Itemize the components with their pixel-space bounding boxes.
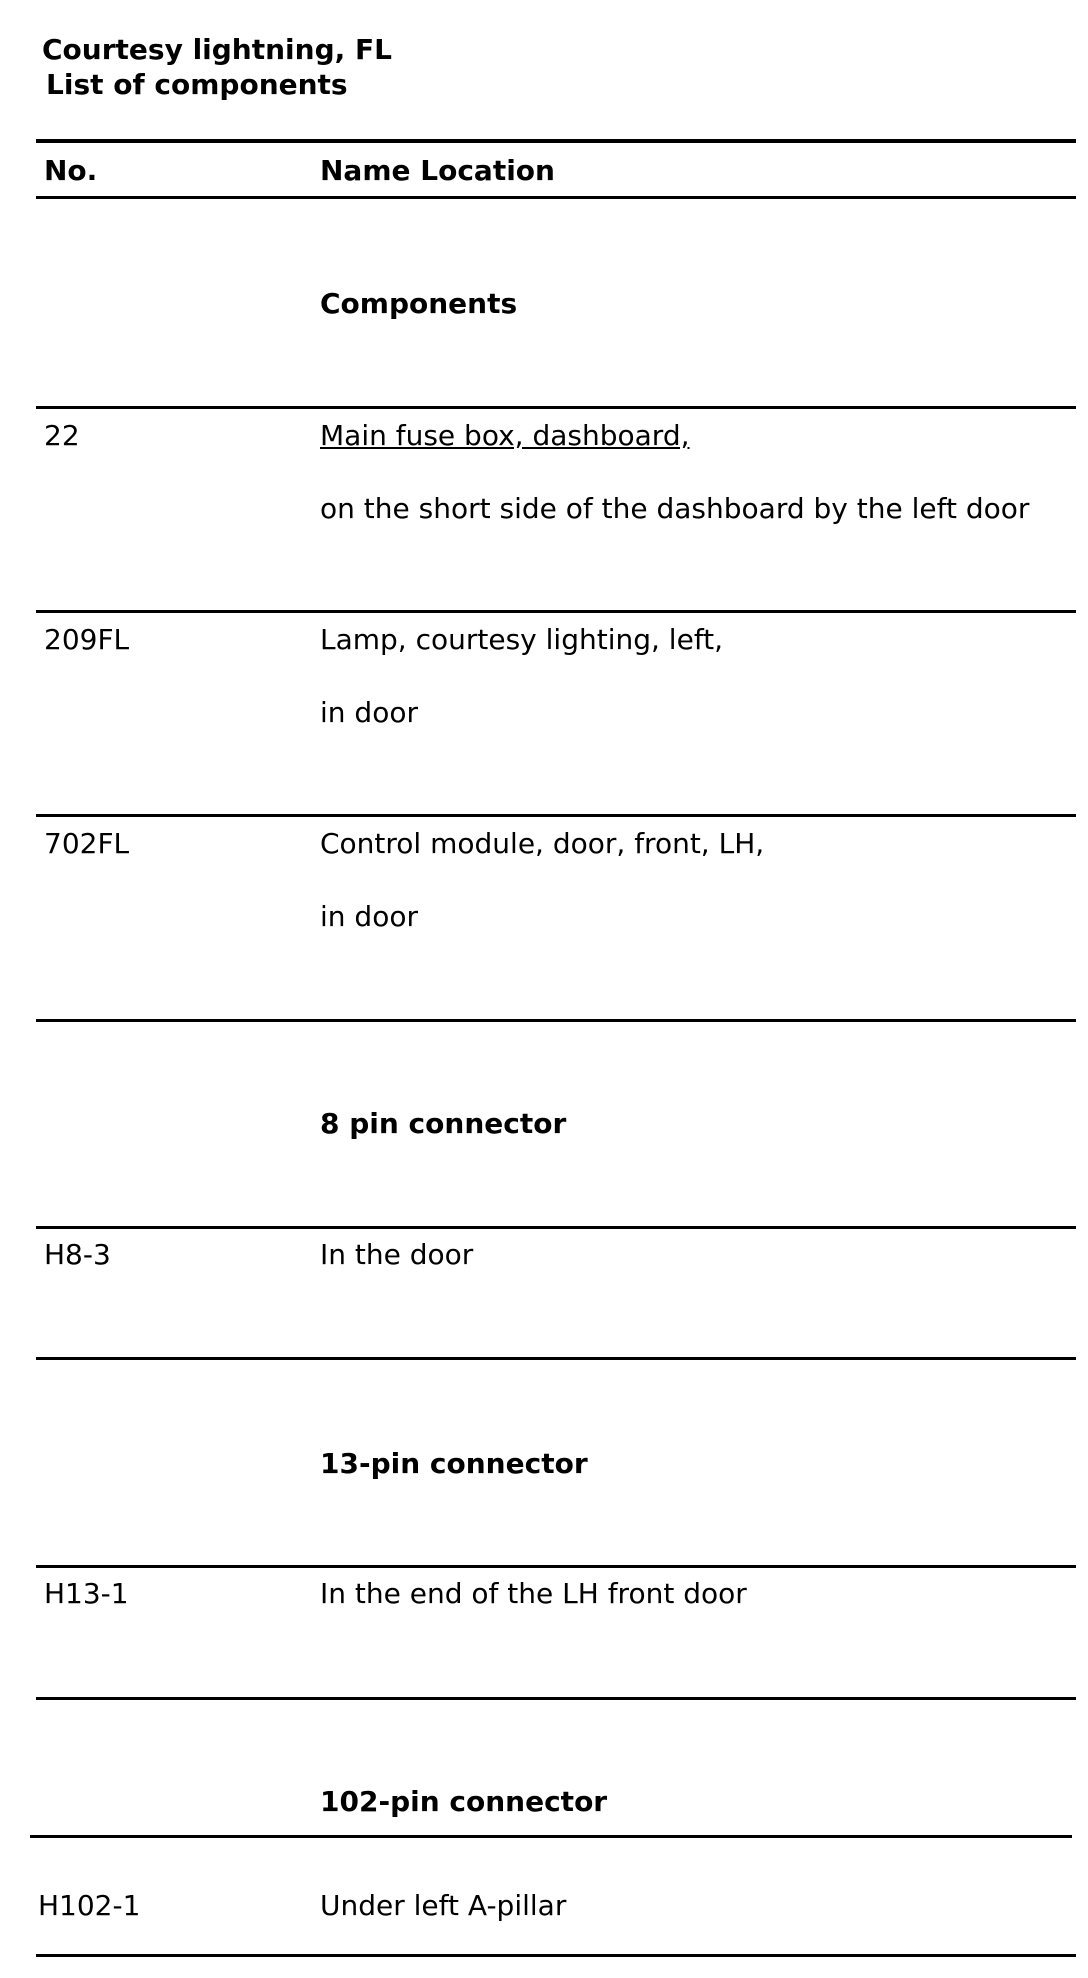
table-top-rule <box>36 139 1076 143</box>
row-divider <box>36 1565 1076 1568</box>
row-no: 702FL <box>44 827 130 860</box>
row-divider <box>36 406 1076 409</box>
header-name-location: Name Location <box>320 154 555 187</box>
table-bottom-rule <box>36 1954 1076 1957</box>
section-heading-102-pin: 102-pin connector <box>320 1785 608 1818</box>
header-rule <box>36 196 1076 199</box>
row-location: in door <box>320 696 418 729</box>
section-heading-13-pin: 13-pin connector <box>320 1447 588 1480</box>
row-name: Control module, door, front, LH, <box>320 827 765 860</box>
row-divider <box>30 1835 1072 1838</box>
row-location: on the short side of the dashboard by the left door <box>320 492 1030 525</box>
section-heading-8-pin: 8 pin connector <box>320 1107 567 1140</box>
row-location: In the end of the LH front door <box>320 1577 747 1610</box>
row-divider <box>36 610 1076 613</box>
row-divider <box>36 1019 1076 1022</box>
row-no: 22 <box>44 419 80 452</box>
row-divider <box>36 1226 1076 1229</box>
row-no: H102-1 <box>38 1889 141 1922</box>
row-no: H13-1 <box>44 1577 129 1610</box>
row-no: H8-3 <box>44 1238 111 1271</box>
row-name-link[interactable]: Main fuse box, dashboard, <box>320 419 690 452</box>
row-divider <box>36 1357 1076 1360</box>
row-no: 209FL <box>44 623 130 656</box>
section-heading-components: Components <box>320 287 518 320</box>
row-divider <box>36 1697 1076 1700</box>
row-location: in door <box>320 900 418 933</box>
row-name: Lamp, courtesy lighting, left, <box>320 623 724 656</box>
document-title: Courtesy lightning, FL <box>42 33 392 66</box>
row-location: In the door <box>320 1238 474 1271</box>
row-divider <box>36 814 1076 817</box>
document-subtitle: List of components <box>46 68 348 101</box>
row-location: Under left A-pillar <box>320 1889 567 1922</box>
header-no: No. <box>44 154 98 187</box>
